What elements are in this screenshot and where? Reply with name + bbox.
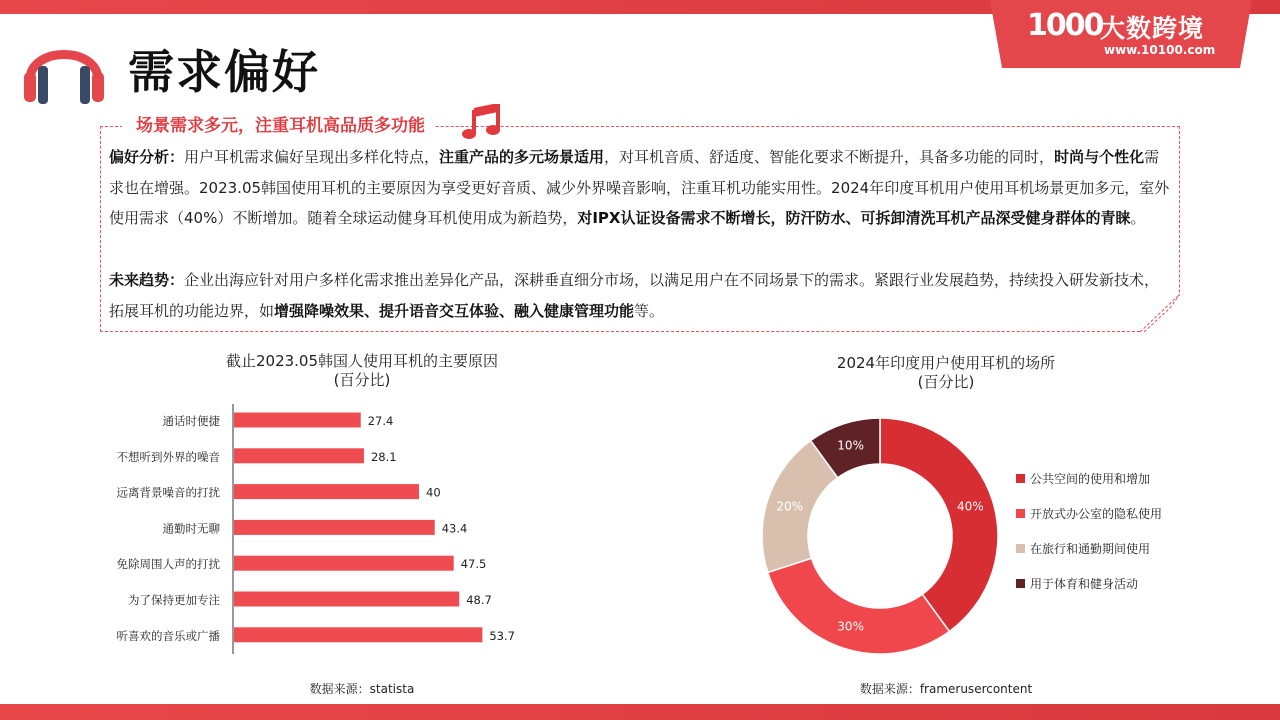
bar-chart <box>100 400 660 660</box>
headphone-icon <box>22 28 106 108</box>
legend-label: 公共空间的使用和增加 <box>1030 472 1151 486</box>
bar-category-label: 通勤时无聊 <box>162 521 220 536</box>
donut-value-label: 10% <box>837 438 864 453</box>
logo-name[interactable]: 大数跨境 <box>1100 14 1205 43</box>
donut-chart-title-line1: 2024年印度用户使用耳机的场所 <box>836 354 1056 372</box>
bar-value-label: 48.7 <box>466 593 492 607</box>
legend-swatch <box>1016 579 1025 588</box>
bar <box>234 627 482 642</box>
donut-chart <box>740 400 1180 670</box>
bar <box>234 556 454 571</box>
bar-chart-title-line2: (百分比) <box>333 371 391 389</box>
bar <box>234 592 459 607</box>
logo-url[interactable]: www.10100.com <box>1104 43 1216 57</box>
para1-bold-2: 时尚与个性化 <box>1054 148 1145 166</box>
bar-category-label: 通话时便捷 <box>162 414 220 428</box>
para1-text-1: 用户耳机需求偏好呈现出多样化特点， <box>184 148 440 166</box>
bar <box>234 520 435 535</box>
bar-category-label: 为了保持更加专注 <box>128 593 220 607</box>
bar-category-label: 不想听到外界的噪音 <box>116 449 220 464</box>
bar <box>234 413 361 428</box>
donut-value-label: 20% <box>776 499 803 514</box>
bottom-accent-bar <box>0 704 1280 720</box>
para1-bold-3: 对IPX认证设备需求不断增长，防汗防水、可拆卸清洗耳机产品深受健身群体的青睐 <box>577 209 1131 227</box>
legend-label: 在旅行和通勤期间使用 <box>1030 542 1151 556</box>
analysis-heading: 场景需求多元，注重耳机高品质多功能 <box>122 113 435 139</box>
para1-bold-1: 注重产品的多元场景适用 <box>439 148 605 166</box>
bar-value-label: 40 <box>426 485 441 500</box>
future-trend-paragraph <box>109 265 1173 326</box>
legend-swatch <box>1016 544 1025 553</box>
page-title: 需求偏好 <box>128 45 320 99</box>
bar-value-label: 53.7 <box>489 628 515 643</box>
legend-swatch <box>1016 509 1025 518</box>
bar-chart-source: 数据来源：statista <box>309 682 415 696</box>
bar-value-label: 43.4 <box>441 521 468 536</box>
bar <box>234 448 364 463</box>
donut-slice <box>768 558 950 654</box>
music-note-icon <box>462 104 502 144</box>
para1-text-4: 。 <box>1130 209 1146 227</box>
para2-text-2: 等。 <box>634 301 665 320</box>
legend-label: 开放式办公室的隐私使用 <box>1030 507 1163 521</box>
bar-category-label: 听喜欢的音乐或广播 <box>116 628 220 643</box>
legend-swatch <box>1016 474 1025 483</box>
para2-text-1: 企业出海应针对用户多样化需求推出差异化产品，深耕垂直细分市场，以满足用户在不同场景下的需求。紧跟行业发展趋势，持续投入研发新技术，拓展耳机的功能边界，如 <box>109 271 1160 320</box>
logo-mark: 1000 <box>1027 8 1103 43</box>
bar-value-label: 27.4 <box>367 414 394 428</box>
para1-text-2: ，对耳机音质、舒适度、智能化要求不断提升，具备多功能的同时， <box>604 148 1055 166</box>
legend-label: 用于体育和健身活动 <box>1030 577 1139 591</box>
bar-chart-title <box>200 352 524 390</box>
bar-category-label: 免除周围人声的打扰 <box>116 557 220 572</box>
trend-label: 未来趋势： <box>109 271 185 289</box>
donut-value-label: 30% <box>837 619 864 634</box>
para2-bold-1: 增强降噪效果、提升语音交互体验、融入健康管理功能 <box>274 301 635 320</box>
preference-analysis-paragraph <box>109 142 1173 234</box>
bar-chart-title-line1: 截止2023.05韩国人使用耳机的主要原因 <box>225 352 499 370</box>
para1-text-3: 需求也在增强。2023.05韩国使用耳机的主要原因为享受更好音质、减少外界噪音影响，注重耳机功能实用性。2024年印度耳机用户使用耳机场景更加多元，室外使用需求（40%）不断增加。随着全球运动健身耳机使用成为新趋势， <box>109 148 1170 227</box>
donut-chart-title-line2: (百分比) <box>917 373 975 391</box>
bar <box>234 484 419 499</box>
donut-value-label: 40% <box>957 499 984 514</box>
bar-value-label: 47.5 <box>460 557 487 572</box>
donut-slice <box>880 418 998 631</box>
bar-category-label: 远离背景噪音的打扰 <box>116 485 220 500</box>
donut-chart-source: 数据来源：framerusercontent <box>859 682 1033 696</box>
preference-label: 偏好分析： <box>109 148 185 166</box>
donut-chart-title <box>786 354 1106 392</box>
bar-value-label: 28.1 <box>370 449 397 464</box>
